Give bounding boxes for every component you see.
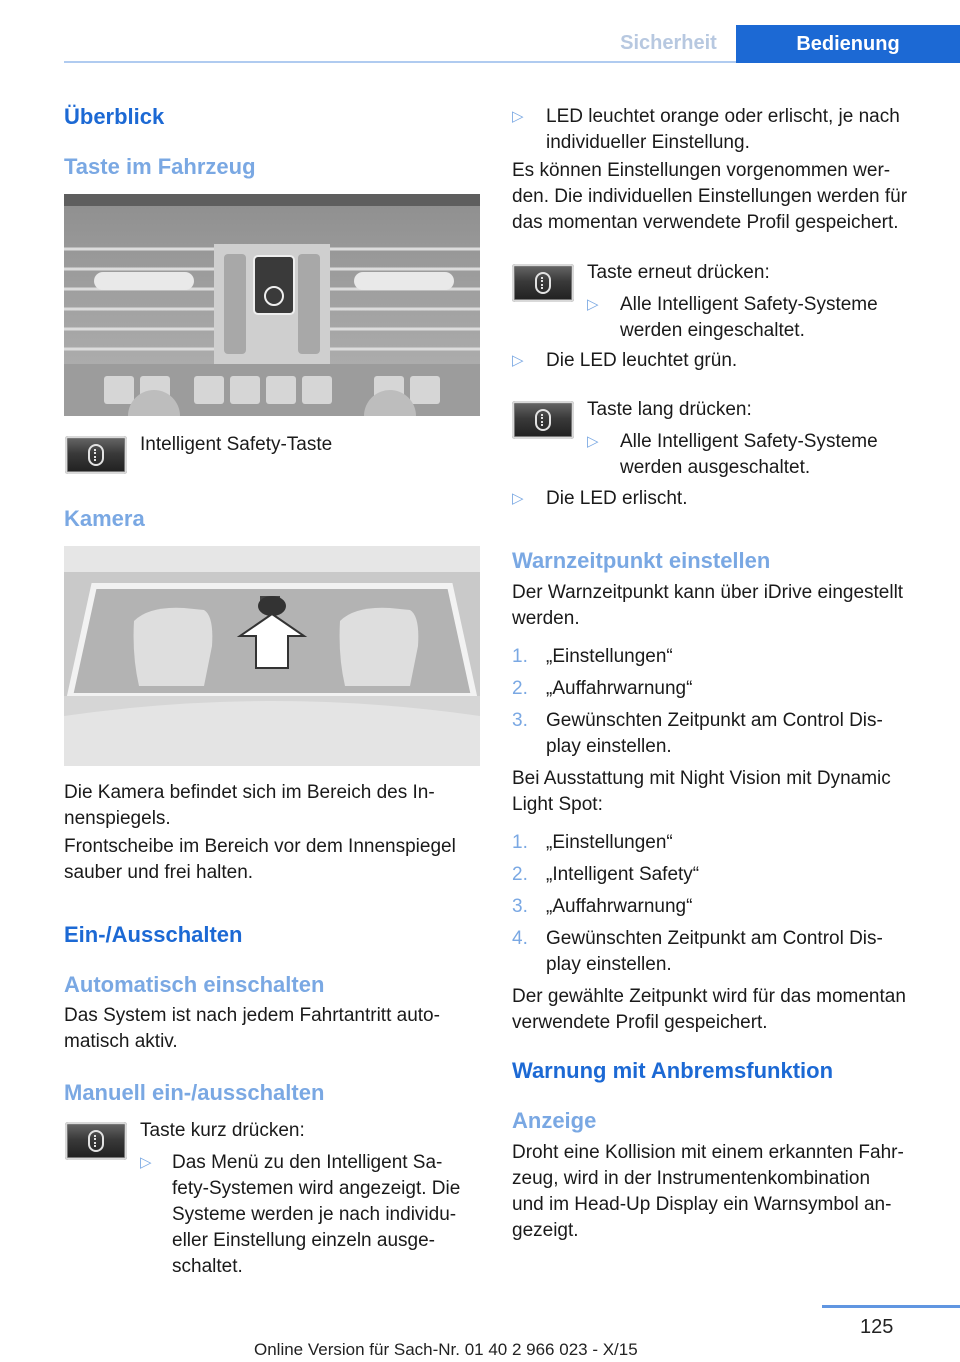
heading-warnzeitpunkt-einstellen: Warnzeitpunkt einstellen: [512, 548, 771, 573]
heading-taste-im-fahrzeug: Taste im Fahrzeug: [64, 154, 256, 179]
heading-ein-ausschalten: Ein-/Ausschalten: [64, 922, 243, 947]
tab-bedienung[interactable]: Bedienung: [736, 25, 960, 63]
dashboard-button-image: [64, 194, 480, 416]
header-divider: [64, 61, 960, 63]
kamera-paragraph-1: Die Kamera befindet sich im Bereich des In- nenspiegels.: [64, 782, 435, 829]
intelligent-safety-button-icon: [65, 1122, 127, 1160]
gewaehlt-paragraph: Der gewählte Zeitpunkt wird für das momentan verwendete Profil gespeichert.: [512, 986, 906, 1033]
intelligent-safety-button-icon: [512, 264, 574, 302]
list-number: 3.: [512, 710, 528, 731]
list-number: 1.: [512, 832, 528, 853]
bullet-icon: ▷: [512, 352, 524, 369]
bullet-icon: ▷: [587, 296, 599, 313]
led-orange-bullet: ▷ LED leuchtet orange oder erlischt, je nach individueller Einstellung.: [512, 106, 900, 153]
footer-divider: [822, 1305, 960, 1308]
bullet-icon: ▷: [587, 433, 599, 450]
heading-kamera: Kamera: [64, 506, 145, 531]
list-item-text: „Intelligent Safety“: [546, 864, 700, 885]
led-gruen-bullet: ▷ Die LED leuchtet grün.: [512, 348, 932, 376]
automatisch-paragraph: Das System ist nach jedem Fahrtantritt auto- matisch aktiv.: [64, 1005, 440, 1052]
list-number: 2.: [512, 864, 528, 885]
led-erlischt-bullet: ▷ Die LED erlischt.: [512, 486, 932, 514]
list-item-text: „Auffahrwarnung“: [546, 678, 693, 699]
erneut-bullet: ▷ Alle Intelligent Safety-Systeme werden eingeschaltet.: [587, 294, 878, 341]
bullet-icon: ▷: [512, 490, 524, 507]
taste-erneut-druecken-label: Taste erneut drücken:: [587, 262, 770, 283]
kurz-bullet: ▷ Das Menü zu den Intelligent Sa- fety-Systemen wird angezeigt. Die Systeme werden je nach individu- eller Einstellung einzeln ausge- schaltet.: [140, 1152, 461, 1277]
bullet-icon: ▷: [140, 1154, 152, 1171]
intelligent-safety-button-icon: [512, 401, 574, 439]
list-number: 2.: [512, 678, 528, 699]
list-item-text: „Einstellungen“: [546, 832, 673, 853]
list-item-text: play einstellen.: [546, 736, 672, 757]
list-number: 3.: [512, 896, 528, 917]
list-number: 1.: [512, 646, 528, 667]
list-item-text: Gewünschten Zeitpunkt am Control Dis-: [546, 928, 883, 949]
page-number: 125: [860, 1316, 894, 1338]
tab-sicherheit[interactable]: Sicherheit: [620, 31, 717, 54]
list-number: 4.: [512, 928, 528, 949]
heading-automatisch-einschalten: Automatisch einschalten: [64, 972, 325, 997]
bullet-icon: ▷: [512, 108, 524, 125]
list-item-text: play einstellen.: [546, 954, 672, 975]
taste-lang-druecken-label: Taste lang drücken:: [587, 399, 752, 420]
einstellungen-paragraph: Es können Einstellungen vorgenommen wer- den. Die individuellen Einstellungen werden für das momentan verwendete Profil gespeichert.: [512, 160, 908, 233]
heading-manuell-ein-ausschalten: Manuell ein-/ausschalten: [64, 1080, 325, 1105]
intelligent-safety-button-icon: [65, 436, 127, 474]
online-version-footer: Online Version für Sach-Nr. 01 40 2 966 023 - X/15: [254, 1340, 638, 1359]
anzeige-paragraph: Droht eine Kollision mit einem erkannten Fahr- zeug, wird in der Instrumentenkombination und im Head-Up Display ein Warnsymbol an- gezeigt.: [512, 1142, 904, 1241]
list-item-text: „Einstellungen“: [546, 646, 673, 667]
kamera-paragraph-2: Frontscheibe im Bereich vor dem Innenspiegel sauber und frei halten.: [64, 836, 456, 883]
lang-bullet: ▷ Alle Intelligent Safety-Systeme werden ausgeschaltet.: [587, 431, 878, 478]
camera-location-image: [64, 546, 480, 766]
night-vision-paragraph: Bei Ausstattung mit Night Vision mit Dynamic Light Spot:: [512, 768, 891, 815]
warnzeitpunkt-paragraph: Der Warnzeitpunkt kann über iDrive eingestellt werden.: [512, 582, 904, 629]
heading-ueberblick: Überblick: [64, 104, 165, 129]
list-item-text: Gewünschten Zeitpunkt am Control Dis-: [546, 710, 883, 731]
list-item-text: „Auffahrwarnung“: [546, 896, 693, 917]
taste-kurz-druecken-label: Taste kurz drücken:: [140, 1120, 305, 1141]
heading-anzeige: Anzeige: [512, 1108, 597, 1133]
caption-intelligent-safety-taste: Intelligent Safety-Taste: [140, 434, 333, 455]
heading-warnung-mit-anbremsfunktion: Warnung mit Anbremsfunktion: [512, 1058, 834, 1083]
